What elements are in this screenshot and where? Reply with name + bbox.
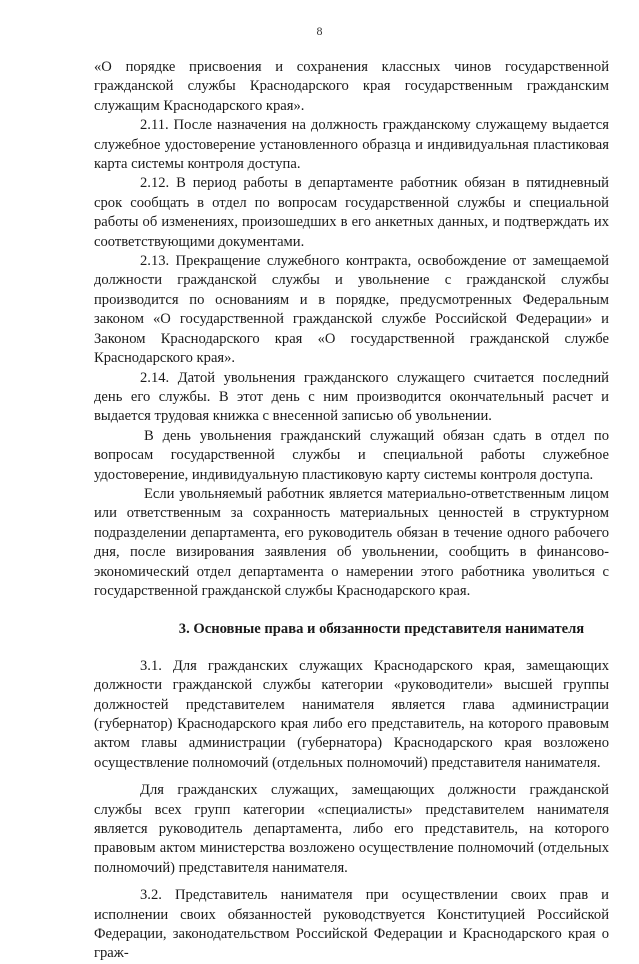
page-number: 8 (316, 24, 323, 38)
paragraph-material-responsibility: Если увольняемый работник является материально-ответственным лицом или ответственным за сохранность материальных ценностей в структурном подразделении департамента, его руководитель обязан в течение одного рабочего дня, после визирования заявления об увольнении, сообщить в финансово-экономический отдел департамента о намерении этого работника уволиться с государственной гражданской службы Краснодарского края. (94, 485, 609, 599)
document-body (94, 58, 609, 964)
paragraph-2-11: 2.11. После назначения на должность гражданскому служащему выдается служебное удостоверение установленного образца и индивидуальная пластиковая карта системы контроля доступа. (94, 117, 609, 173)
paragraph-2-12: 2.12. В период работы в департаменте работник обязан в пятидневный срок сообщать в отдел по вопросам государственной службы и специальной работы об изменениях, произошедших в его анкетных данных, и подтверждать их соответствующими документами. (94, 175, 609, 250)
paragraph-dismissal-day: В день увольнения гражданский служащий обязан сдать в отдел по вопросам государственной службы и специальной работы служебное удостоверение, индивидуальную пластиковую карту системы контроля доступа. (94, 427, 609, 483)
paragraph-specialists: Для гражданских служащих, замещающих должности гражданской службы всех групп категории «специалисты» представителем нанимателя является руководитель департамента, либо его представитель, на которого правовым актом министерства возложено осуществление полномочий (отдельных полномочий) представителя нанимателя. (94, 782, 609, 876)
paragraph-3-1: 3.1. Для гражданских служащих Краснодарского края, замещающих должности гражданской службы категории «руководители» высшей группы должностей представителем нанимателя является глава администрации (губернатор) Краснодарского края либо его представитель, на которого правовым актом главы администрации (губернатора) Краснодарского края возложено осуществление полномочий (отдельных полномочий) представителя нанимателя. (94, 657, 609, 771)
paragraph-2-14: 2.14. Датой увольнения гражданского служащего считается последний день его службы. В этот день с ним производится окончательный расчет и выдается трудовая книжка с внесенной записью об увольнении. (94, 369, 609, 425)
paragraph-3-2: 3.2. Представитель нанимателя при осуществлении своих прав и исполнении своих обязанностей руководствуется Конституцией Российской Федерации, законодательством Российской Федерации и Краснодарского края о граж- (94, 887, 609, 962)
paragraph-2-13: 2.13. Прекращение служебного контракта, освобождение от замещаемой должности гражданской службы и увольнение с гражданской службы производится по основаниям и в порядке, предусмотренных Федеральным законом «О государственной гражданской службе Российской Федерации» и Законом Краснодарского края «О государственной гражданской службе Краснодарского края». (94, 253, 609, 367)
paragraph-continuation: «О порядке присвоения и сохранения классных чинов государственной гражданской службы Краснодарского края государственным гражданским служащим Краснодарского края». (94, 59, 609, 114)
section-heading: 3. Основные права и обязанности представителя нанимателя (178, 621, 585, 638)
